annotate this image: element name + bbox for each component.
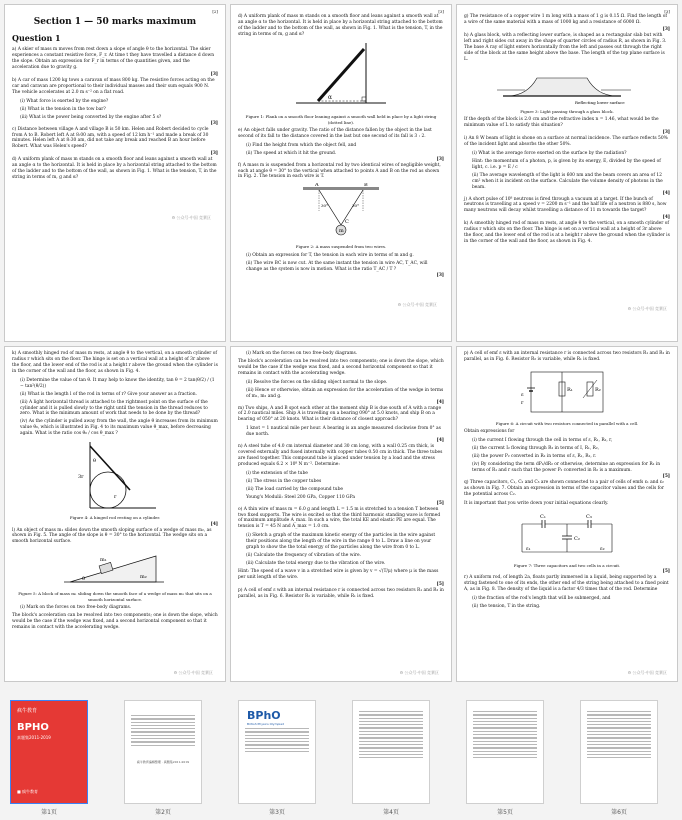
- fig7-label-e1: ε₁: [526, 545, 531, 552]
- marks-e: [3]: [436, 156, 444, 162]
- question-n-i: (i) the extension of the tube: [246, 470, 308, 476]
- question-o: o) A thin wire of mass m = 6.0 g and length L = 1.5 m is stretched to a tension T between two fixed supports. The wire is excited so that the third harmonic standing wave is formed of maximum amplitude A_max. In such a wire, the total KE and elastic PE are equal. The tension is T = 45 N and A_max = 1.0 cm.: [238, 506, 441, 530]
- thumbnail-label-2: 第2页: [155, 809, 171, 816]
- thumbnail-page-3[interactable]: [238, 700, 316, 804]
- thumbnail-label-4: 第4页: [383, 809, 399, 816]
- marks-g: [3]: [662, 27, 670, 33]
- question-n: n) A steel tube of 4.0 cm internal diameter and 30 cm long, with a wall 0.25 cm thick, is covered externally and fused internally with copper tubes 0.50 cm in thick. The three tubes are fused together. This compound tube is placed under tension by a load and the stress produced equals 6.2 × 10⁸ N m⁻². Determine:: [238, 444, 443, 467]
- figure-3-caption: Figure 3: Light passing through a glass block.: [520, 108, 614, 114]
- question-p: p) A cell of emf ε with an internal resistance r is connected across two resistors R₁ and R₂ in parallel, as in Fig. 6. Resistor R₂ is variable, while R₁ is fixed.: [464, 351, 670, 362]
- question-i: i) An 8 W beam of light is shone on a surface at normal incidence. The surface reflects 50% of the incident light and absorbs the other 50%.: [464, 136, 668, 148]
- fig2-label-a: A: [315, 183, 319, 189]
- fig7-label-e2: ε₂: [600, 545, 605, 552]
- thumbnail-page-5[interactable]: [466, 700, 544, 804]
- question-b-i: (i) What force is exerted by the engine?: [20, 98, 109, 104]
- question-n-iii: (iii) The load carried by the compound tube: [246, 486, 343, 492]
- question-l-i: (i) Mark on the forces on two free-body diagrams.: [20, 605, 132, 611]
- fig2-label-c: C: [345, 219, 349, 226]
- cover-org: 疯牛教育: [17, 708, 38, 714]
- fig5-label-theta: θ: [82, 576, 86, 583]
- cover-thumbnail: [11, 701, 87, 803]
- fig6-label-emf: ε: [521, 391, 524, 398]
- watermark: ⚙ 公众号·中国 竞赛区: [173, 669, 213, 675]
- question-n-young: Young's Modulii: Steel 200 GPa, Copper 110 GPa: [246, 494, 355, 500]
- question-f-ii: (ii) The wire BC is now cut. At the same instant the tension in wire AC, T_AC, will change as the system is now in motion. What is the ratio T_AC / T ?: [246, 260, 428, 272]
- question-g: g) The resistance of a copper wire 1 m long with a mass of 1 g is 0.15 Ω. Find the length of a wire of the same material with a mass of 1000 kg and a resistance of 6000 Ω.: [464, 14, 668, 26]
- section-title: Section 1 — 50 marks maximum: [33, 17, 197, 28]
- fig3-surface-label: Reflecting lower surface: [575, 99, 625, 105]
- question-r-i: (i) the fraction of the rod's length that will be submerged, and: [472, 595, 611, 601]
- figure-4-caption: Figure 4: A hinged rod resting on a cylinder.: [69, 515, 161, 521]
- question-o-i: (i) Sketch a graph of the maximum kinetic energy of the particles in the wire against their positions along the length of the wire in the range 0 to L. Draw a line on your graph to show the the total energy of the particles along the wire from 0 to L.: [246, 533, 436, 551]
- marks-m: [4]: [436, 438, 444, 444]
- page-lines: [239, 728, 315, 752]
- question-h: h) A glass block, with a reflecting lower surface, is shaped as a rectangular slab but with left and right sides cut away in the shape of quarter circles of radius R, as shown in Fig. 3. The base A ray of light enters horizontally from the left and passes out through the right side of the block at the same height above the base. The length of the top plane surface is L.: [464, 33, 667, 62]
- fig7-label-c3: C₃: [586, 513, 592, 520]
- question-e-i: (i) Find the height from which the object fell, and: [246, 142, 357, 148]
- figure-2-suspended-mass: [291, 183, 391, 241]
- marks-o: [5]: [436, 581, 444, 587]
- question-i-ii: (ii) The average wavelength of the light is 600 nm and the beam covers an area of 12 cm² when it is incident on the surface. Calculate the volume density of photons in the beam.: [472, 172, 663, 190]
- question-title: Question 1: [12, 32, 61, 43]
- question-f-i: (i) Obtain an expression for T, the tension in each wire in terms of m and g.: [246, 252, 414, 258]
- question-o-hint: Hint: The speed of a wave v in a stretched wire is given by v = √(T/μ) where μ is the mass per unit length of the wire.: [238, 569, 439, 580]
- question-k-i: (i) Determine the value of tan θ. It may help to know the identity, tan θ = 2 tan(θ/2) / (1 − tan²(θ/2)): [20, 377, 215, 389]
- question-p: p) A cell of emf ε with an internal resistance r is connected across two resistors R₁ and R₂ in parallel, as in Fig. 6. Resistor R₂ is variable, while R₁ is fixed.: [238, 587, 444, 599]
- figure-7-caption: Figure 7: Three capacitors and two cells in a circuit.: [513, 562, 621, 568]
- figure-2-caption: Figure 2: A mass suspended from two wires.: [295, 244, 387, 250]
- watermark: ⚙ 公众号·中国 竞赛区: [171, 215, 211, 220]
- fig4-label-theta: θ: [93, 458, 97, 465]
- marks-f: [3]: [436, 272, 444, 278]
- marks-p: [5]: [662, 473, 670, 479]
- thumbnail-label-6: 第6页: [611, 809, 627, 816]
- question-b: b) A car of mass 1200 kg tows a caravan of mass 800 kg. The resistive forces acting on the car and caravan are proportional to their individual masses and their sum equals 900 N. The vehicle accelerates at 2.0 m s⁻² on a flat road.: [12, 78, 215, 95]
- toc-lines: [125, 701, 201, 746]
- thumbnail-label-3: 第3页: [269, 809, 285, 816]
- question-l-i: (i) Mark on the forces on two free-body diagrams.: [246, 351, 358, 356]
- figure-6-circuit: [517, 366, 617, 418]
- question-e-ii: (ii) The speed at which it hit the ground.: [246, 150, 337, 156]
- plank: [318, 49, 364, 101]
- question-k-iv: (iv) As the cylinder is pulled away from the wall, the angle θ increases from its minimum value θ₀, which is illustrated in Fig. 4 to its maximum value θ_max, before decreasing again. What is the ratio cos θ₀ / cos θ_max ?: [20, 419, 218, 437]
- thumbnail-label-5: 第5页: [497, 809, 513, 816]
- figure-7-capacitors: [512, 510, 622, 560]
- question-p-obtain: Obtain expressions for: [464, 429, 515, 435]
- marks-l: [4]: [436, 399, 444, 405]
- fig6-label-r2: R₂: [595, 386, 601, 393]
- question-p-iv: (iv) By considering the term dP₂/dR₂ or otherwise, determine an expression for R₂ in terms of R₁ and r such that the power P₂ converted in R₂ is a maximum.: [472, 462, 661, 473]
- page-number: [3]: [664, 9, 670, 14]
- figure-1-caption: Figure 1: Plank on a smooth floor leaning against a smooth wall held in place by a light string (dotted line).: [245, 114, 437, 125]
- fig2-label-m: m: [339, 228, 344, 235]
- marks-j: [4]: [662, 215, 670, 221]
- question-f: f) A mass m is suspended from a horizontal rod by two identical wires of negligible weight, each at angle θ = 30° to the vertical when attached to points A and B on the rod as shown in Fig. 2. The tension in each wire is T.: [238, 162, 441, 180]
- question-j: j) A short pulse of 10⁸ neutrons is fired through a vacuum at a target. If the bunch of neutrons is travelling at a speed v = 2200 m s⁻¹ and the half life of a neutron is 880 s, how many neutrons will decay whilst travelling a distance of 11 m towards the target?: [464, 196, 667, 214]
- fig7-label-c1: C₁: [540, 513, 546, 520]
- page-number: [2]: [212, 9, 218, 14]
- question-m: m) Two ships, A and B spot each other at the moment ship B is due south of A with a range of 2.0 nautical miles. Ship A is travelling on a bearing 090° at 5.0 knots, and ship B on a bearing of 050° at 20 knots. What is their distance of closest approach?: [238, 405, 442, 423]
- cap-c2-gap: [563, 536, 571, 539]
- question-d: d) A uniform plank of mass m stands on a smooth floor and leans against a smooth wall at an angle α to the horizontal. It is held in place by a horizontal string attached to the bottom of the ladder and to the bottom of the wall, as shown in Fig. 1. What is the tension, T, in the string in terms of m, g and α?: [12, 157, 217, 181]
- page-4: [4, 346, 226, 682]
- rod: [90, 446, 130, 490]
- page-3: [456, 4, 678, 342]
- question-b-ii: (ii) What is the tension in the tow bar?: [20, 106, 106, 112]
- fig5-label-m1: m₁: [100, 557, 107, 564]
- fig4-label-r: r: [114, 494, 117, 501]
- fig2-angle-left: 30°: [321, 203, 329, 209]
- question-p-iii: (iii) the power P₂ converted in R₂ in terms of ε, R₁, R₂, r.: [472, 454, 597, 460]
- question-o-ii: (ii) Calculate the frequency of vibration of the wire.: [246, 553, 362, 559]
- page-5: [230, 346, 452, 682]
- cylinder: [90, 472, 126, 508]
- question-m-note: 1 knot = 1 nautical mile per hour. A bearing is an angle measured clockwise from 0° as due north.: [246, 426, 441, 438]
- figure-3-glass-block: [497, 66, 637, 106]
- question-i-i: (i) What is the average force exerted on the surface by the radiation?: [472, 150, 627, 156]
- question-l-more: The block's acceleration can be resolved into two components; one is down the slope, which would be the case if the wedge was fixed, and a second horizontal component so that it remains in contact with the accelerating wedge.: [12, 613, 218, 630]
- figure-4-hinged-rod: [70, 440, 160, 512]
- question-e: e) An object falls under gravity. The ratio of the distance fallen by the object in the last second of its fall to the distance covered in the last but one second of its fall is 3 : 2.: [238, 127, 432, 139]
- figure-1-plank: [286, 41, 396, 111]
- question-o-iii: (iii) Calculate the total energy due to the vibration of the wire.: [246, 561, 386, 567]
- wall-corner: [362, 97, 366, 101]
- question-l-iii: (iii) Hence or otherwise, obtain an expression for the acceleration of the wedge in terms of m₁, m₂ and g.: [246, 387, 444, 399]
- bpho-logo-subtitle: British Physics Olympiad: [247, 722, 284, 726]
- fig1-angle-label: α: [328, 94, 333, 102]
- marks-n: [5]: [436, 500, 444, 506]
- page-6: [456, 346, 678, 682]
- question-r: r) A uniform rod, of length 2a, floats partly immersed in a liquid, being supported by a string fastened to one of its ends, the other end of the string being attached to a fixed point A, as in Fig. 8. The density of the liquid is a factor 4/3 times that of the rod. Determine: [464, 574, 669, 592]
- question-d: d) A uniform plank of mass m stands on a smooth floor and leans against a smooth wall at an angle α to the horizontal. It is held in place by a horizontal string attached to the bottom of the ladder and to the bottom of the wall, as shown in Fig. 1. What is the tension, T, in the string in terms of m, g and α?: [238, 14, 443, 38]
- fig4-label-3r: 3r: [78, 474, 84, 481]
- glass-block: [507, 78, 617, 96]
- thumbnail-page-1[interactable]: [10, 700, 88, 804]
- marks-a: [3]: [210, 72, 218, 78]
- page-1: [4, 4, 226, 342]
- question-i-hint: Hint: the momentum of a photon, p, is given by its energy, E, divided by the speed of light, c. i.e. p = E / c: [472, 158, 661, 170]
- watermark: ⚙ 公众号·中国 竞赛区: [627, 669, 667, 675]
- marks-q: [5]: [662, 568, 670, 574]
- page-lines: [581, 701, 657, 758]
- fig5-label-m2: m₂: [140, 574, 147, 581]
- bpho-logo-text: BPhO: [247, 709, 281, 722]
- thumbnail-page-6[interactable]: [580, 700, 658, 804]
- watermark: ⚙ 公众号·中国 竞赛区: [397, 301, 437, 307]
- cover-footer: ■ 疯牛教育: [17, 789, 39, 794]
- bpho-logo: [239, 701, 315, 726]
- fig6-label-r: r: [521, 399, 524, 406]
- question-q: q) Three capacitors, C₁, C₂ and C₃ are shown connected to a pair of cells of emfs ε₁ and ε₂ as shown in Fig. 7. Obtain an expression in terms of the capacitor values and the cells for the potential across C₂.: [464, 479, 664, 497]
- marks-k: [4]: [210, 521, 218, 527]
- question-h-more: If the depth of the block is 2.0 cm and the refractive index n = 1.46, what would be the minimum value of L to satisfy this situation?: [464, 117, 659, 129]
- question-k: k) A smoothly hinged rod of mass m rests, at angle θ to the vertical, on a smooth cylinder of radius r which sits on the floor. The hinge is set on a vertical wall at a height of 3r above the floor, and the lower end of the rod is at a height r above the ground when the cylinder is in the corner of the wall and the floor, as shown in Fig. 4.: [464, 221, 670, 245]
- thumbnail-page-4[interactable]: [352, 700, 430, 804]
- question-q-note: It is important that you write down your initial equations clearly.: [464, 500, 609, 506]
- cap-c3-gap: [588, 521, 591, 527]
- question-a: a) A skier of mass m moves from rest down a slope of angle θ to the horizontal. The skier experiences a constant resistive force, F_r. At time t they have travelled a distance d down the slope. Obtain an expression for F_r in terms of the quantities given, and the acceleration due to gravity g.: [12, 47, 215, 71]
- question-k-ii: (ii) What is the length l of the rod in terms of r? Give your answer as a fraction.: [20, 391, 197, 397]
- figure-5-wedge: [60, 548, 170, 588]
- figure-6-caption: Figure 6: A circuit with two resistors connected in parallel with a cell.: [495, 420, 639, 426]
- cover-title: BPHO: [17, 722, 49, 733]
- question-k: k) A smoothly hinged rod of mass m rests, at angle θ to the vertical, on a smooth cylinder of radius r which sits on the floor. The hinge is set on a vertical wall at a height of 3r above the floor, and the lower end of the rod is at a height r above the ground when the cylinder is in the corner of the wall and the floor, as shown in Fig. 4.: [12, 351, 218, 374]
- fig7-label-c2: C₂: [574, 535, 580, 542]
- page-2: [230, 4, 452, 342]
- question-l-ii: (ii) Resolve the forces on the sliding object normal to the slope.: [246, 379, 388, 385]
- thumbnail-strip: [0, 690, 682, 820]
- page-lines: [467, 701, 543, 758]
- question-l: l) An object of mass m₁ slides down the smooth sloping surface of a wedge of mass m₂, as shown in Fig. 5. The angle of the slope is θ = 30° to the horizontal. The wedge sits on a smooth horizontal surface.: [12, 527, 212, 545]
- marks-i: [4]: [662, 190, 670, 196]
- question-p-ii: (ii) the current I₂ flowing through R₂ in terms of I, R₁, R₂,: [472, 446, 600, 452]
- page-lines: [353, 701, 429, 758]
- question-r-ii: (ii) the tension, T in the string.: [472, 603, 541, 609]
- marks-c: [3]: [210, 151, 218, 157]
- marks-b: [3]: [210, 120, 218, 126]
- watermark: ⚙ 公众号·中国 竞赛区: [627, 305, 667, 311]
- thumbnail-caption: 疯牛教育编辑整理 · 真题集2011-2019: [136, 759, 190, 764]
- fig2-angle-right: 30°: [352, 203, 360, 209]
- thumbnail-page-2[interactable]: [124, 700, 202, 804]
- question-c: c) Distance between village A and village B is 50 km. Helen and Robert decided to cycle from A to B. Robert left A at 8:00 am, with a speed of 12 km h⁻¹ and made a break of 30 minutes. Helen left A at 8:30 am, did not take any break and reached B an hour before Robert. What was Helen's speed?: [12, 126, 209, 150]
- figure-5-caption: Figure 5: A block of mass m₁ sliding down the smooth face of a wedge of mass m₂ that sits on a smooth horizontal surface.: [18, 591, 212, 602]
- question-k-iii: (iii) A light horizontal thread is attached to the rightmost point on the surface of the cylinder and it is pulled slowly to the right until the tension in the thread reduces to zero. What is the minimum amount of work that needs to be done by the thread?: [20, 399, 208, 417]
- question-l-more: The block's acceleration can be resolved into two components; one is down the slope, which would be the case if the wedge was fixed, and a second horizontal component so that it remains in contact with the accelerating wedge.: [238, 358, 444, 376]
- page-number: [3]: [438, 9, 444, 14]
- fig6-label-r1: R₁: [567, 386, 573, 393]
- question-p-i: (i) the current I flowing through the cell in terms of ε, R₁, R₂, r,: [472, 438, 613, 444]
- cap-c1-gap: [542, 521, 545, 527]
- marks-h: [3]: [662, 130, 670, 136]
- question-n-ii: (ii) The stress in the copper tubes: [246, 478, 322, 484]
- question-b-iii: (iii) What is the power being converted by the engine after 5 s?: [20, 114, 162, 120]
- thumbnail-label-1: 第1页: [41, 809, 57, 816]
- fig2-label-b: B: [364, 183, 368, 189]
- watermark: ⚙ 公众号·中国 竞赛区: [399, 669, 439, 675]
- cover-subtitle: 真题集2011-2019: [17, 735, 51, 740]
